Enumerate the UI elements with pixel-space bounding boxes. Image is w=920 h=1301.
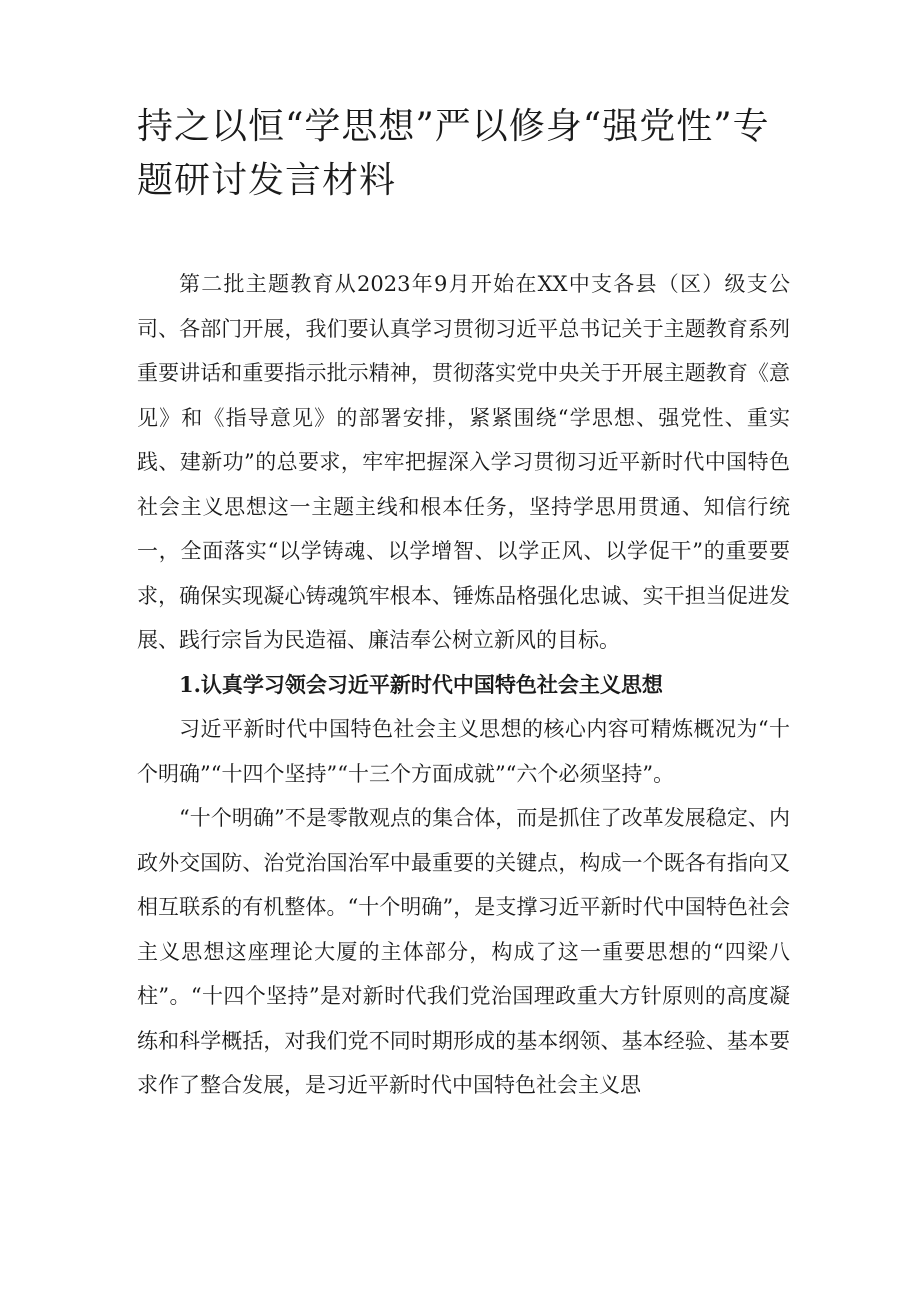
intro-paragraph: 第二批主题教育从2023年9月开始在XX中支各县（区）级支公司、各部门开展，我们要认真学习贯彻习近平总书记关于主题教育系列重要讲话和重要指示批示精神，贯彻落实党中央关于开展主题教育《意见》和《指导意见》的部署安排，紧紧围绕“学思想、强党性、重实践、建新功”的总要求，牢牢把握深入学习贯彻习近平新时代中国特色社会主义思想这一主题主线和根本任务，坚持学思用贯通、知信行统一，全面落实“以学铸魂、以学增智、以学正风、以学促干”的重要要求，确保实现凝心铸魂筑牢根本、锤炼品格强化忠诚、实干担当促进发展、践行宗旨为民造福、廉洁奉公树立新风的目标。 <box>137 272 790 652</box>
core-content-paragraph: 习近平新时代中国特色社会主义思想的核心内容可精炼概况为“十个明确”“十四个坚持”“十三个方面成就”“六个必须坚持”。 <box>137 717 790 786</box>
document-title: 持之以恒“学思想”严以修身“强党性”专题研讨发言材料 <box>137 106 770 201</box>
section-heading-1: 1.认真学习领会习近平新时代中国特色社会主义思想 <box>179 671 663 697</box>
ten-clarifications-paragraph: “十个明确”不是零散观点的集合体，而是抓住了改革发展稳定、内政外交国防、治党治国治军中最重要的关键点，构成一个既各有指向又相互联系的有机整体。“十个明确”，是支撑习近平新时代中国特色社会主义思想这座理论大厦的主体部分，构成了这一重要思想的“四梁八柱”。“十四个坚持”是对新时代我们党治国理政重大方针原则的高度凝练和科学概括，对我们党不同时期形成的基本纲领、基本经验、基本要求作了整合发展，是习近平新时代中国特色社会主义思 <box>137 806 790 1097</box>
document-body <box>137 262 790 1108</box>
